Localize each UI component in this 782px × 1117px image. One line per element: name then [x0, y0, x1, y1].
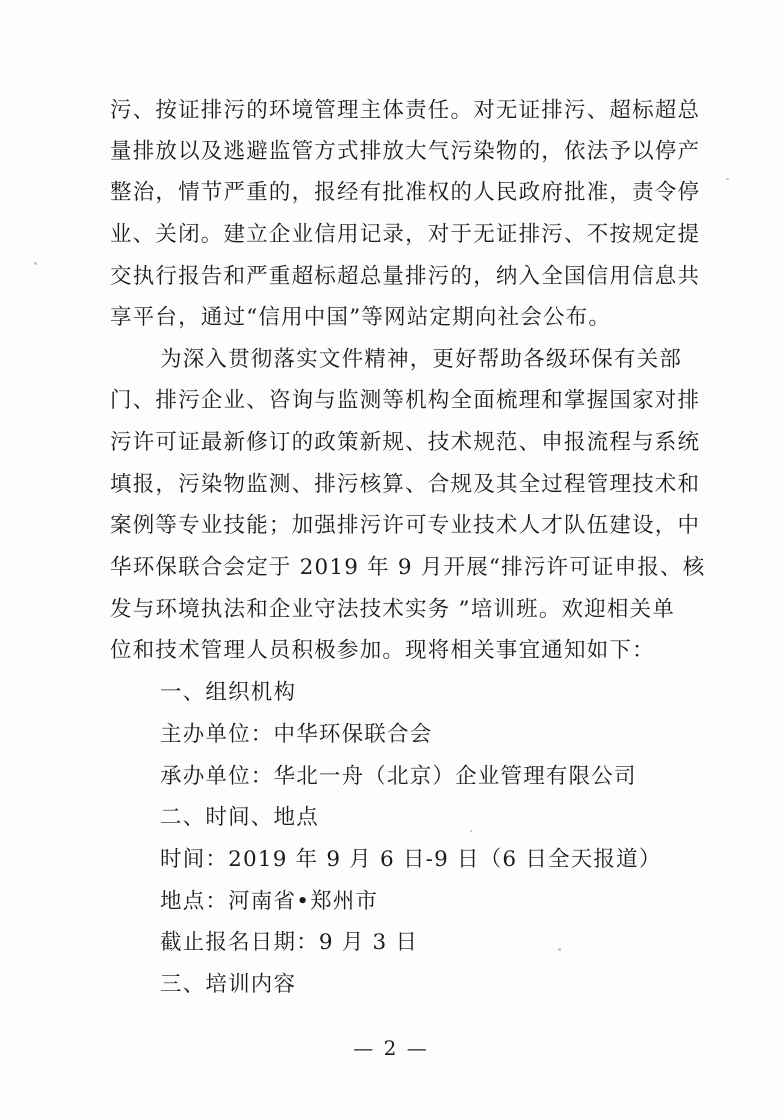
paragraph-1-line-3: 整治，情节严重的，报经有批准权的人民政府批准，责令停 [110, 180, 701, 205]
event-place: 地点：河南省•郑州市 [160, 889, 379, 914]
paragraph-2-line-1: 为深入贯彻落实文件精神，更好帮助各级环保有关部 [160, 347, 683, 372]
scan-speck [470, 830, 472, 832]
paragraph-1-line-1: 污、按证排污的环境管理主体责任。对无证排污、超标超总 [110, 98, 701, 123]
paragraph-2-line-7: 发与环境执法和企业守法技术实务 ”培训班。欢迎相关单 [110, 597, 676, 622]
paragraph-2-line-4: 填报，污染物监测、排污核算、合规及其全过程管理技术和 [110, 472, 701, 497]
paragraph-2-line-8: 位和技术管理人员积极参加。现将相关事宜通知如下： [110, 638, 655, 663]
paragraph-1-line-4: 业、关闭。建立企业信用记录，对于无证排污、不按规定提 [110, 222, 701, 247]
scan-speck [726, 178, 729, 180]
paragraph-2-line-6: 华环保联合会定于 2019 年 9 月开展“排污许可证申报、核 [110, 555, 706, 580]
paragraph-2-line-2: 门、排污企业、咨询与监测等机构全面梳理和掌握国家对排 [110, 388, 701, 413]
registration-deadline: 截止报名日期：9 月 3 日 [160, 930, 419, 955]
scan-speck [558, 948, 561, 951]
paragraph-2-line-3: 污许可证最新修订的政策新规、技术规范、申报流程与系统 [110, 430, 701, 455]
paragraph-1-line-6: 享平台，通过“信用中国”等网站定期向社会公布。 [110, 305, 612, 330]
paragraph-1-line-5: 交执行报告和严重超标超总量排污的，纳入全国信用信息共 [110, 264, 701, 289]
event-time: 时间：2019 年 9 月 6 日-9 日（6 日全天报道） [160, 847, 662, 872]
host-unit: 主办单位：中华环保联合会 [160, 722, 433, 747]
paragraph-1-line-2: 量排放以及逃避监管方式排放大气污染物的，依法予以停产 [110, 139, 701, 164]
scan-speck [34, 262, 37, 265]
section-2-heading: 二、时间、地点 [160, 805, 319, 830]
paragraph-2-line-5: 案例等专业技能；加强排污许可专业技术人才队伍建设，中 [110, 513, 701, 538]
organizer-unit: 承办单位：华北一舟（北京）企业管理有限公司 [160, 764, 637, 789]
section-1-heading: 一、组织机构 [160, 680, 297, 705]
section-3-heading: 三、培训内容 [160, 972, 297, 997]
page-number: — 2 — [353, 1036, 429, 1060]
